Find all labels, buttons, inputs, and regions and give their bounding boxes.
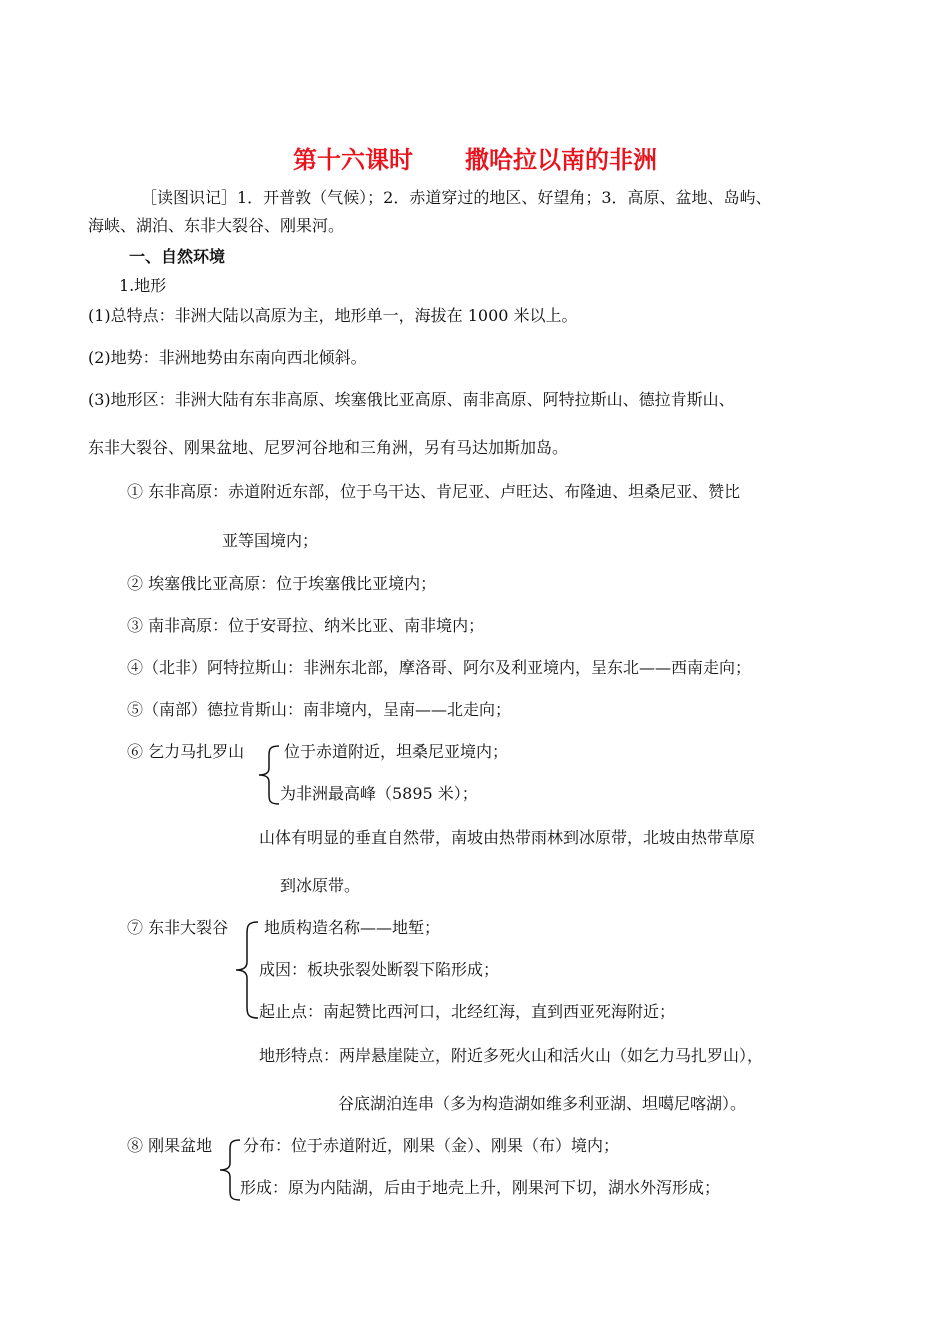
congo-basin-location: 分布：位于赤道附近，刚果（金）、刚果（布）境内； <box>243 1136 620 1155</box>
kilimanjaro-vertical-zones: 山体有明显的垂直自然带，南坡由热带雨林到冰原带，北坡由热带草原 <box>259 828 756 847</box>
section-heading: 一、自然环境 <box>129 247 226 266</box>
rift-valley-structure: 地质构造名称——地堑； <box>264 918 441 937</box>
rift-valley-extent: 起止点：南起赞比西河口，北经红海，直到西亚死海附近； <box>259 1002 676 1021</box>
title-topic: 撒哈拉以南的非洲 <box>465 146 657 174</box>
terrain-slope: (2)地势：非洲地势由东南向西北倾斜。 <box>88 348 367 367</box>
item-atlas-mountains: ④（北非）阿特拉斯山：非洲东北部，摩洛哥、阿尔及利亚境内，呈东北——西南走向； <box>127 658 752 677</box>
kilimanjaro-vertical-zones-cont: 到冰原带。 <box>280 876 361 895</box>
item-ethiopian-plateau: ② 埃塞俄比亚高原：位于埃塞俄比亚境内； <box>127 574 437 593</box>
rift-valley-brace <box>232 920 260 1020</box>
item-rift-valley-label: ⑦ 东非大裂谷 <box>127 918 229 937</box>
terrain-regions-line-2: 东非大裂谷、刚果盆地、尼罗河谷地和三角洲，另有马达加斯加岛。 <box>88 438 569 457</box>
rift-valley-lakes: 谷底湖泊连串（多为构造湖如维多利亚湖、坦噶尼喀湖）。 <box>338 1094 747 1113</box>
kilimanjaro-location: 位于赤道附近，坦桑尼亚境内； <box>284 742 509 761</box>
kilimanjaro-brace <box>255 744 281 806</box>
intro-line-1: ［读图识记］1．开普敦（气候）；2．赤道穿过的地区、好望角；3．高原、盆地、岛屿、 <box>141 188 772 207</box>
rift-valley-cause: 成因：板块张裂处断裂下陷形成； <box>259 960 500 979</box>
item-kilimanjaro-label: ⑥ 乞力马扎罗山 <box>127 742 245 761</box>
terrain-regions-line-1: (3)地形区：非洲大陆有东非高原、埃塞俄比亚高原、南非高原、阿特拉斯山、德拉肯斯山、 <box>88 390 735 409</box>
terrain-overall: (1)总特点：非洲大陆以高原为主，地形单一，海拔在 1000 米以上。 <box>88 306 578 325</box>
congo-basin-brace <box>216 1138 242 1202</box>
item-drakensberg: ⑤（南部）德拉肯斯山：南非境内，呈南——北走向； <box>127 700 512 719</box>
page-title <box>0 140 950 175</box>
item-south-african-plateau: ③ 南非高原：位于安哥拉、纳米比亚、南非境内； <box>127 616 485 635</box>
kilimanjaro-highest-peak: 为非洲最高峰（5895 米）； <box>280 784 478 803</box>
item-east-africa-plateau-cont: 亚等国境内； <box>222 531 319 550</box>
title-lesson: 第十六课时 <box>293 146 413 174</box>
item-congo-basin-label: ⑧ 刚果盆地 <box>127 1136 213 1155</box>
subsection-heading: 1.地形 <box>119 276 167 295</box>
rift-valley-features: 地形特点：两岸悬崖陡立，附近多死火山和活火山（如乞力马扎罗山）， <box>259 1046 764 1065</box>
intro-line-2: 海峡、湖泊、东非大裂谷、刚果河。 <box>88 216 345 235</box>
congo-basin-formation: 形成：原为内陆湖，后由于地壳上升，刚果河下切，湖水外泻形成； <box>240 1178 721 1197</box>
item-east-africa-plateau: ① 东非高原：赤道附近东部，位于乌干达、肯尼亚、卢旺达、布隆迪、坦桑尼亚、赞比 <box>127 482 741 501</box>
